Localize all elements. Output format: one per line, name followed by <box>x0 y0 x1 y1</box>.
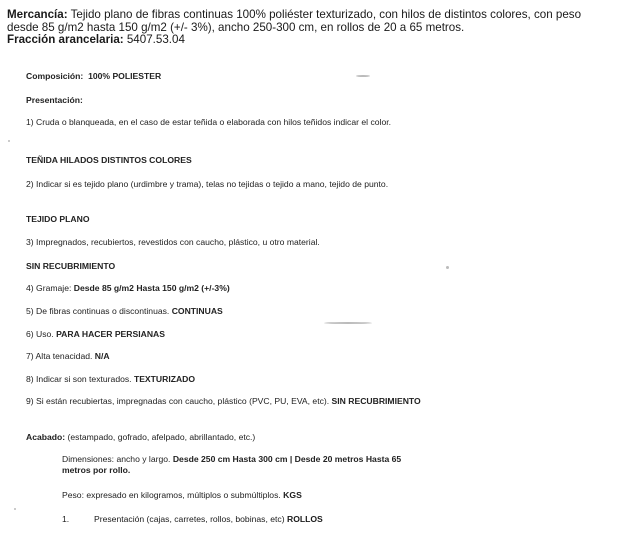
q8-answer: TEXTURIZADO <box>133 374 196 384</box>
dimensiones-text: Dimensiones: ancho y largo. <box>62 454 173 464</box>
item1-answer: ROLLOS <box>286 514 323 524</box>
q2-text: 2) Indicar si es tejido plano (urdimbre y trama), telas no tejidas o tejido a mano, tejido de punto. <box>26 179 389 189</box>
acabado-line <box>26 432 255 443</box>
presentacion-line <box>26 95 83 106</box>
fraccion-value: 5407.53.04 <box>123 33 185 47</box>
q3-answer <box>26 261 115 272</box>
q1-answer <box>26 155 192 166</box>
q4-answer: Desde 85 g/m2 Hasta 150 g/m2 (+/-3%) <box>73 283 230 293</box>
composicion-line <box>26 71 161 82</box>
q3-answer-text: SIN RECUBRIMIENTO <box>26 261 116 271</box>
peso-line <box>62 490 302 501</box>
q6-line <box>26 329 165 340</box>
q4-line <box>26 283 230 294</box>
q2-answer-text: TEJIDO PLANO <box>26 214 90 224</box>
q7-line <box>26 351 110 362</box>
presentacion-label: Presentación: <box>26 95 83 105</box>
q2-answer <box>26 214 90 225</box>
item1-text: Presentación (cajas, carretes, rollos, bobinas, etc) <box>94 514 287 524</box>
mercancia-label: Mercancía: <box>7 8 68 21</box>
mercancia-text: Tejido plano de fibras continuas 100% poliéster texturizado, con hilos de distintos colores, con peso desde 85 g/m2 hasta 150 g/m2 (+/- 3%), ancho 250-300 cm, en rollos de 20 a 65 metros. <box>7 8 582 34</box>
peso-answer: KGS <box>283 490 302 500</box>
q5-text: 5) De fibras continuas o discontinuas. <box>26 306 172 316</box>
q5-answer: CONTINUAS <box>171 306 223 316</box>
item1-number: 1. <box>62 514 70 524</box>
q9-text: 9) Si están recubiertas, impregnadas con caucho, plástico (PVC, PU, EVA, etc). <box>26 396 332 406</box>
scan-speck <box>324 322 372 324</box>
q5-line <box>26 306 223 317</box>
q9-answer: SIN RECUBRIMIENTO <box>331 396 421 406</box>
q7-answer: N/A <box>94 351 110 361</box>
item1-line <box>94 514 323 524</box>
acabado-text: (estampado, gofrado, afelpado, abrillantado, etc.) <box>65 432 256 442</box>
q8-text: 8) Indicar si son texturados. <box>26 374 134 384</box>
scan-speck <box>446 266 449 269</box>
q7-text: 7) Alta tenacidad. <box>26 351 95 361</box>
peso-text: Peso: expresado en kilogramos, múltiplos o submúltiplos. <box>62 490 284 500</box>
q6-answer: PARA HACER PERSIANAS <box>56 329 165 339</box>
q4-text: 4) Gramaje: <box>26 283 74 293</box>
q9-line <box>26 396 436 407</box>
q1-answer-text: TEÑIDA HILADOS DISTINTOS COLORES <box>26 155 192 165</box>
fraccion-label: Fracción arancelaria: <box>7 33 124 47</box>
acabado-label: Acabado: <box>26 432 66 442</box>
scan-speck <box>14 508 16 510</box>
scan-speck <box>356 75 370 77</box>
composicion-value: 100% POLIESTER <box>88 71 162 81</box>
scan-speck <box>8 140 10 142</box>
dimensiones-line <box>62 454 422 476</box>
q6-text: 6) Uso. <box>26 329 57 339</box>
q1-text: 1) Cruda o blanqueada, en el caso de estar teñida o elaborada con hilos teñidos indicar el color. <box>26 117 391 127</box>
dimensiones-answer: Desde 250 cm Hasta 300 cm | Desde 20 metros Hasta 65 metros por rollo. <box>62 454 402 475</box>
q3-text: 3) Impregnados, recubiertos, revestidos con caucho, plástico, u otro material. <box>26 237 320 247</box>
q8-line <box>26 374 195 385</box>
composicion-label: Composición: <box>26 71 84 81</box>
